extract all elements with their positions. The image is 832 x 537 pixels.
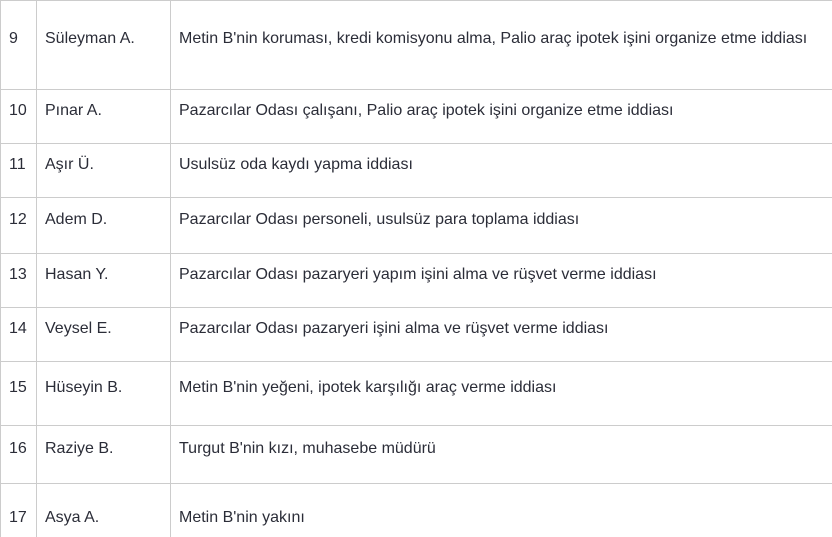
person-name: Asya A. [37,484,171,537]
allegation-text: Metin B'nin koruması, kredi komisyonu alma, Palio araç ipotek işini organize etme iddiası [171,1,832,90]
person-name: Süleyman A. [37,1,171,90]
allegation-text: Metin B'nin yakını [171,484,832,537]
row-number: 13 [1,254,37,308]
table-row [1,90,832,144]
person-name: Hüseyin B. [37,362,171,426]
allegation-text: Turgut B'nin kızı, muhasebe müdürü [171,426,832,484]
row-number: 16 [1,426,37,484]
allegation-text: Usulsüz oda kaydı yapma iddiası [171,144,832,198]
row-number: 10 [1,90,37,144]
table-row [1,144,832,198]
table-row [1,1,832,90]
table-row [1,362,832,426]
table-row [1,254,832,308]
person-name: Hasan Y. [37,254,171,308]
table-row [1,198,832,254]
table-row [1,426,832,484]
person-name: Pınar A. [37,90,171,144]
row-number: 15 [1,362,37,426]
person-name: Raziye B. [37,426,171,484]
allegation-text: Pazarcılar Odası pazaryeri işini alma ve rüşvet verme iddiası [171,308,832,362]
person-name: Adem D. [37,198,171,254]
allegation-text: Metin B'nin yeğeni, ipotek karşılığı araç verme iddiası [171,362,832,426]
allegation-text: Pazarcılar Odası personeli, usulsüz para toplama iddiası [171,198,832,254]
person-name: Aşır Ü. [37,144,171,198]
allegation-text: Pazarcılar Odası pazaryeri yapım işini alma ve rüşvet verme iddiası [171,254,832,308]
row-number: 12 [1,198,37,254]
row-number: 9 [1,1,37,90]
allegation-text: Pazarcılar Odası çalışanı, Palio araç ipotek işini organize etme iddiası [171,90,832,144]
table-row [1,484,832,537]
row-number: 11 [1,144,37,198]
row-number: 17 [1,484,37,537]
table-row [1,308,832,362]
person-name: Veysel E. [37,308,171,362]
row-number: 14 [1,308,37,362]
